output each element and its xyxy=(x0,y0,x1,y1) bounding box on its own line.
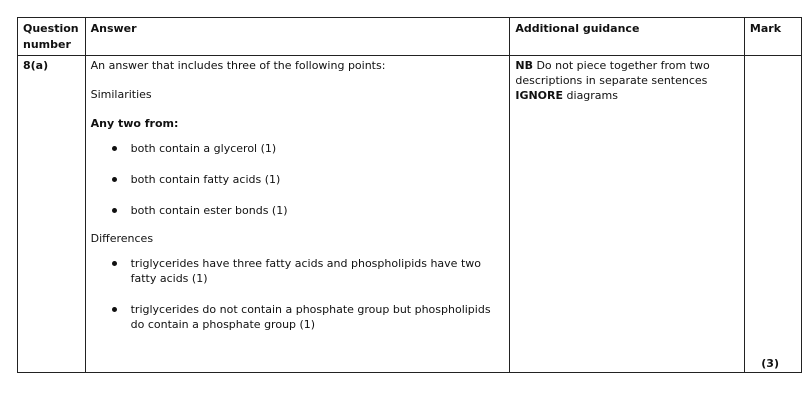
list-item xyxy=(91,256,505,286)
difference-text: triglycerides do not contain a phosphate group but phospholipids do contain a phosphate group (1) xyxy=(130,303,491,331)
mark-cell xyxy=(744,56,801,373)
header-mark: Mark xyxy=(744,18,801,56)
answer-intro: An answer that includes three of the following points: xyxy=(90,59,386,72)
header-question-number: Question number xyxy=(18,18,86,56)
mark-scheme-table xyxy=(17,17,802,373)
list-item xyxy=(91,172,505,187)
guidance-cell xyxy=(510,56,745,373)
any-two-from-label: Any two from: xyxy=(90,117,179,130)
differences-list xyxy=(91,256,505,332)
bullet-icon xyxy=(112,307,117,312)
question-number-cell: 8(a) xyxy=(18,56,86,373)
similarities-list xyxy=(91,141,505,218)
bullet-icon xyxy=(112,261,117,266)
list-item xyxy=(91,203,505,218)
difference-text: triglycerides have three fatty acids and phospholipids have two fatty acids (1) xyxy=(130,257,481,285)
header-additional-guidance: Additional guidance xyxy=(510,18,745,56)
similarity-text: both contain ester bonds (1) xyxy=(130,204,288,217)
nb-label: NB xyxy=(515,59,533,72)
nb-note xyxy=(515,58,739,88)
mark-value: (3) xyxy=(761,357,779,370)
header-row xyxy=(18,18,802,56)
bullet-icon xyxy=(112,146,117,151)
list-item xyxy=(91,302,505,332)
nb-text: Do not piece together from two descriptions in separate sentences xyxy=(515,59,710,87)
ignore-text: diagrams xyxy=(563,89,618,102)
ignore-label: IGNORE xyxy=(515,89,564,102)
similarity-text: both contain a glycerol (1) xyxy=(130,142,277,155)
bullet-icon xyxy=(112,177,117,182)
answer-cell xyxy=(85,56,510,373)
similarities-heading: Similarities xyxy=(90,88,152,101)
header-answer: Answer xyxy=(85,18,510,56)
bullet-icon xyxy=(112,208,117,213)
differences-heading: Differences xyxy=(90,232,154,245)
table-row xyxy=(18,56,802,373)
list-item xyxy=(91,141,505,156)
ignore-note xyxy=(515,88,739,103)
similarity-text: both contain fatty acids (1) xyxy=(130,173,281,186)
